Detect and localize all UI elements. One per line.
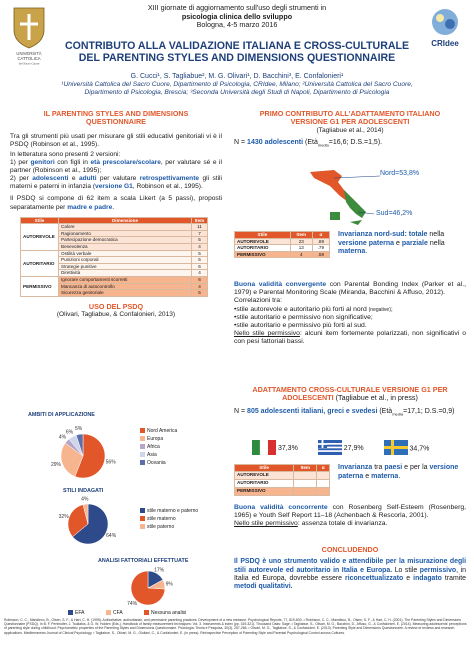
- legend-label: Africa: [147, 444, 160, 450]
- legend-swatch: [106, 610, 111, 615]
- table-row: [21, 277, 208, 284]
- authors-block: [10, 73, 464, 97]
- t2-head-alpha: α: [312, 232, 329, 239]
- pie-data-label: 4%: [81, 496, 89, 503]
- corr-2: •stile autoritario e permissivo non significative;: [234, 313, 373, 321]
- t2-stile: PERMISSIVO: [235, 251, 291, 258]
- c1-b: (negative): [368, 306, 391, 313]
- t3-alpha: [317, 471, 330, 479]
- map-sardinia: [330, 212, 340, 220]
- concl-g: indagato: [413, 575, 442, 582]
- invarianza-paesi: [338, 464, 466, 481]
- p3-c: .: [112, 203, 115, 211]
- v1-c: con figli in: [54, 159, 91, 167]
- version-1: [10, 159, 222, 175]
- table-cell-item: 5: [192, 290, 208, 297]
- inv2-e: versione paterna: [338, 464, 459, 480]
- v1-b: genitori: [30, 159, 55, 167]
- legend-swatch: [140, 452, 145, 457]
- legend-label: Asia: [147, 452, 157, 458]
- valid-a: Buona validità convergente: [234, 281, 327, 288]
- table-cell-item: 4: [192, 244, 208, 251]
- concl-h: tramite: [441, 575, 466, 582]
- table-cell-dimensione: Ostilità verbale: [59, 250, 192, 257]
- legend-swatch: [140, 428, 145, 433]
- t2-row: [235, 251, 330, 258]
- table-cell-item: 5: [192, 237, 208, 244]
- inv-h: .: [365, 248, 368, 256]
- validity-p: [234, 281, 466, 297]
- t2-head-stile: Stile: [235, 232, 291, 239]
- pie-stili: [28, 494, 218, 556]
- t3-stile: AUTOREVOLE: [235, 471, 294, 479]
- p3-a: Il PSDQ si compone di 62 item a scala Likert (a 5 passi), proposti separatamente per: [10, 195, 222, 211]
- n2-c: (Età: [377, 407, 393, 415]
- section-title-uso: USO DEL PSDQ: [88, 301, 144, 311]
- n-a: N =: [234, 138, 248, 146]
- map-south: [344, 190, 366, 218]
- t3-item: [294, 471, 317, 479]
- valid-b: con Parental Bonding Index (Parker et al., 1979) e Parental Monitoring Scale (Miranda, Bacchini & Affuso, 2012).: [234, 281, 466, 297]
- t2-item: 13: [290, 245, 312, 252]
- pie-data-label: 9%: [165, 581, 173, 588]
- table-cell-item: 7: [192, 230, 208, 237]
- inv-d: e: [394, 239, 402, 247]
- invarianza-ns: [338, 231, 466, 257]
- v2-b: adolescenti: [32, 175, 69, 183]
- pie-data-label: 6%: [65, 429, 74, 436]
- n2-a: N =: [234, 407, 248, 415]
- legend-label: stile paterno: [147, 524, 175, 530]
- perm-b: : alcuni item fortemente polarizzati, non significativi o con pesi fattoriali bassi.: [234, 330, 466, 346]
- concl-a: Il PSDQ è uno strumento valido e attendibile per la misurazione degli stili autorevole ed autoritario in Italia e Europa.: [234, 558, 466, 574]
- table-cell-item: 5: [192, 250, 208, 257]
- concl-d: , in Italia ed Europa, dovrebbe essere: [234, 566, 466, 582]
- chart2-title: STILI INDAGATI: [63, 488, 104, 494]
- table-cell-item: 6: [192, 263, 208, 270]
- italy-pct: 37,3%: [277, 445, 298, 453]
- t3-head-item: Item: [294, 465, 317, 472]
- concl-b: Lo stile: [392, 566, 420, 574]
- n2-sub: media: [392, 411, 404, 417]
- inv-g: materna: [338, 248, 366, 256]
- n2-d: =17,1; D.S.=0,9): [403, 407, 455, 415]
- cross-sub: (Tagliabue et al., in press): [333, 393, 418, 403]
- legend-swatch: [140, 444, 145, 449]
- v1-d: età prescolare/scolare: [90, 159, 161, 167]
- t3-item: [294, 487, 317, 495]
- t2-row: [235, 245, 330, 252]
- pie-analisi: [28, 564, 218, 618]
- pie-data-label: 74%: [127, 600, 138, 607]
- intro-text: [10, 133, 222, 212]
- validity-block: [234, 281, 466, 347]
- svg-text:CATTOLICA: CATTOLICA: [17, 56, 41, 61]
- table-cell-item: 6: [192, 277, 208, 284]
- legend-swatch: [140, 436, 145, 441]
- t3-row: [235, 479, 330, 487]
- t3-row: [235, 471, 330, 479]
- legend-label: Nessuna analisi: [151, 610, 187, 616]
- poster-header: [0, 0, 474, 100]
- legend-swatch: [144, 610, 149, 615]
- t2-alpha: .79: [312, 245, 329, 252]
- corr-heading: Correlazioni tra:: [234, 297, 282, 305]
- table-cell-dimensione: Ignorare comportamenti scorretti: [59, 277, 192, 284]
- corr-1: [234, 306, 466, 314]
- t3-stile: PERMISSIVO: [235, 487, 294, 495]
- inv2-d: e per la: [402, 464, 430, 471]
- greece-pct: 27,9%: [343, 445, 364, 453]
- sample-line: [234, 139, 466, 149]
- table-header-stile: Stile: [21, 217, 59, 224]
- section-title-primo: PRIMO CONTRIBUTO ALL'ADATTAMENTO ITALIANO VERSIONE G1 PER ADOLESCENTI: [259, 109, 441, 127]
- table-cell-stile: AUTORITARIO: [21, 250, 59, 276]
- legend-label: stile materno: [147, 516, 176, 522]
- section-title-cross: [234, 386, 466, 403]
- t2-row: [235, 238, 330, 245]
- pie-data-label: 29%: [50, 461, 61, 468]
- t2-alpha: .89: [312, 238, 329, 245]
- v2-d: adulti: [78, 175, 97, 183]
- n-sub: media: [317, 142, 329, 148]
- table-cell-dimensione: Strategie punitive: [59, 263, 192, 270]
- v2-a: 2) per: [10, 175, 33, 183]
- conc-valid-a: Buona validità concorrente: [234, 504, 328, 511]
- concl-i: metodi qualitativi.: [234, 583, 293, 591]
- t3-alpha: [317, 479, 330, 487]
- svg-text:CRIdee: CRIdee: [431, 39, 459, 48]
- references: Robinson, C. C., Mandleco, B., Olsen, S. F., & Hart, C. H. (1995). Authoritative, authoritarian, and permissive parenting practices: Development of a new measure. Psychological Reports, 77, 819-830. • Robinson, C. C., Mandleco, B., Olsen, S. F., & Hart, C. H. (2001). The Parenting Styles and Dimensions Questionnaire (PSDQ). In B. F. Perlmutter, J. Touliatos, & G. W. Holden (Eds.), Handbook of family measurement techniques: Vol. 3. Instruments & index (pp. 319-321). Thousand Oaks: Sage. • Tagliabue, S., Olivari, M. G., Bacchini, D., Affuso, G., & Confalonieri, E. (2014). Measuring adolescents' perceptions of parenting style during childhood: Psychometric properties of the Parenting Styles and Dimensions Questionnaire. Psicologia: Teoria e Pesquisa, 30(3), 257-266. • Olivari, M. G., Tagliabue, S., & Confalonieri, E. (2013). Parenting Style and Dimensions Questionnaire: A review of reviews and research applications. Mediterranean Journal of Clinical Psychology. • Tagliabue, S., Olivari, M. G., Giuliani, C., & Confalonieri, E. (in press). Retrospective Perception of Parenting Style and Parental Psychological Control across Cultures.: [4, 618, 467, 635]
- chart1-title: AMBITI DI APPLICAZIONE: [28, 412, 95, 418]
- table-cell-dimensione: Calore: [59, 224, 192, 231]
- table-header-dimensione: Dimensione: [59, 217, 192, 224]
- section-title-conclusion: CONCLUDENDO: [321, 545, 379, 554]
- v2-h: versione G1: [95, 183, 133, 191]
- t3-head-stile: Stile: [235, 465, 294, 472]
- title-line-2: DEL PARENTING STYLES AND DIMENSIONS QUESTIONNAIRE: [78, 52, 396, 64]
- t3-head-alpha: α: [317, 465, 330, 472]
- table-cell-dimensione: Punizioni corporali: [59, 257, 192, 264]
- chart-stili: [28, 488, 218, 561]
- t2-alpha: .58: [312, 251, 329, 258]
- inv2-f: e: [363, 472, 372, 480]
- poster-title: [20, 40, 454, 64]
- inv2-a: Invarianza: [338, 464, 373, 471]
- inv-b: nella: [427, 231, 445, 238]
- nord-label: Nord=53,8%: [380, 170, 420, 177]
- flags-row: [252, 440, 466, 457]
- table-cell-dimensione: Benevolenza: [59, 244, 192, 251]
- inv2-c: paesi: [384, 464, 403, 471]
- legend-swatch: [140, 460, 145, 465]
- legend-label: EFA: [75, 610, 85, 616]
- p3-b: madre e padre: [67, 203, 113, 211]
- t2-stile: AUTORITARIO: [235, 245, 291, 252]
- pie-data-label: 4%: [58, 434, 67, 441]
- cross-title: ADATTAMENTO CROSS-CULTURALE VERSIONE G1 PER ADOLESCENTI: [252, 385, 448, 403]
- t3-row: [235, 487, 330, 495]
- perm2-b: : assenza totale di invarianza.: [297, 520, 388, 528]
- legend-label: Oceania: [147, 460, 166, 466]
- table-cell-item: 4: [192, 270, 208, 277]
- n-c: (Età: [303, 138, 318, 146]
- legend-swatch: [68, 610, 73, 615]
- n-b: 1430 adolescenti: [247, 138, 304, 146]
- right-column: [234, 110, 466, 149]
- table-cell-dimensione: Partecipazione democratica: [59, 237, 192, 244]
- corr-3: •stile autoritario e permissivo più forti al sud.: [234, 322, 367, 330]
- legend-label: stile materno e paterno: [147, 508, 199, 514]
- sweden-pct: 34,7%: [409, 445, 430, 453]
- left-column: [10, 110, 222, 319]
- n-d: =16,6; D.S.=1,5).: [328, 138, 383, 146]
- conference-line-2: psicologia clinica dello sviluppo: [181, 11, 293, 21]
- conc-valid-p: [234, 504, 466, 520]
- section-sub-primo: (Tagliabue et al., 2014): [316, 126, 384, 134]
- map-sicily: [350, 220, 362, 225]
- table-cell-dimensione: Ragionamento: [59, 230, 192, 237]
- pie-data-label: 32%: [58, 514, 69, 521]
- affiliation-1: ¹Università Cattolica del Sacro Cuore, Dipartimento di Psicologia, CRIdee, Milano; ²Università Cattolica del Sacro Cuore,: [61, 81, 413, 88]
- table-header-item: Item: [192, 217, 208, 224]
- inv2-g: materna: [371, 472, 399, 480]
- pie-data-label: 56%: [105, 459, 116, 466]
- table-row: [21, 224, 208, 231]
- legend-label: Europa: [147, 436, 164, 442]
- v2-e: per valutare: [96, 175, 140, 183]
- legend-swatch: [140, 516, 145, 521]
- table-cell-item: 11: [192, 224, 208, 231]
- chart3-title: ANALISI FATTORIALI EFFETTUATE: [98, 558, 189, 564]
- perm2-a: Nello stile permissivo: [234, 520, 298, 528]
- section-cross: [234, 386, 466, 419]
- chart-analisi: [28, 558, 218, 623]
- table-cell-dimensione: Sicurezza genitoriale: [59, 290, 192, 297]
- conference-info: [60, 4, 414, 30]
- table-cell-stile: PERMISSIVO: [21, 277, 59, 297]
- table-cell-item: 5: [192, 257, 208, 264]
- sample-line-2: [234, 408, 466, 419]
- inv2-b: tra: [372, 464, 385, 471]
- v1-e: , per valutare sé e il partner (Robinson et al., 1995);: [10, 159, 222, 175]
- pie-data-label: 64%: [106, 532, 117, 539]
- table-cell-dimensione: Direttività: [59, 270, 192, 277]
- conc-valid-b: con Rosenberg Self-Esteem (Rosenberg, 1965) e Youth Self Report 11–18 (Achenbach & Rescorla, 2001).: [234, 504, 466, 520]
- t2-item: 23: [290, 238, 312, 245]
- section-title-psdq: IL PARENTING STYLES AND DIMENSIONS QUESTIONNAIRE: [43, 109, 189, 127]
- concl-e: riconcettualizzato: [345, 575, 404, 582]
- flag-sweden-icon: [384, 440, 408, 457]
- affiliation-2: Dipartimento di Psicologia, Brescia; ³Seconda Università degli Studi di Napoli, Dipartimento di Psicologia: [84, 89, 390, 96]
- legend-swatch: [140, 508, 145, 513]
- concl-f: e: [403, 575, 414, 582]
- svg-text:del Sacro Cuore: del Sacro Cuore: [18, 61, 40, 66]
- legend-label: Nord America: [147, 428, 178, 434]
- table-cell-dimensione: Mancanza di autocontrollo: [59, 283, 192, 290]
- t2-stile: AUTOREVOLE: [235, 238, 291, 245]
- pie-data-label: 17%: [154, 567, 165, 574]
- t3-stile: AUTORITARIO: [235, 479, 294, 487]
- conference-line-1: XIII giornate di aggiornamento sull'uso degli strumenti in: [147, 3, 327, 12]
- chart-ambiti: [28, 412, 218, 497]
- v2-f: retrospettivamente: [139, 175, 200, 183]
- conclusion-text: [234, 558, 466, 591]
- v2-g: gli stili materni e paterni in infanzia (: [10, 175, 222, 191]
- version-2: [10, 175, 222, 191]
- flag-italy-icon: [252, 440, 276, 457]
- flag-greece-icon: [318, 440, 342, 457]
- n2-b: 805 adolescenti italiani, greci e svedesi: [247, 407, 378, 415]
- t3-alpha: [317, 487, 330, 495]
- alpha-table-1: [234, 231, 330, 258]
- t2-head-item: Item: [290, 232, 312, 239]
- table-row: [21, 250, 208, 257]
- perm-note: [234, 330, 466, 346]
- t2-item: 4: [290, 251, 312, 258]
- v1-a: 1) per: [10, 159, 31, 167]
- legend-label: CFA: [113, 610, 123, 616]
- intro-p1: Tra gli strumenti più usati per misurare gli stili educativi genitoriali vi è il PSDQ (Robinson et al., 1995).: [10, 132, 222, 148]
- perm2-note: [234, 520, 466, 528]
- inv-a: Invarianza nord-sud: totale: [338, 231, 428, 238]
- title-line-1: CONTRIBUTO ALLA VALIDAZIONE ITALIANA E CROSS-CULTURALE: [64, 40, 410, 52]
- sud-label: Sud=46,2%: [376, 210, 413, 217]
- table-cell-item: 4: [192, 283, 208, 290]
- inv-f: nella: [427, 239, 445, 247]
- table-cell-stile: AUTOREVOLE: [21, 224, 59, 250]
- concl-c: permissivo: [419, 566, 457, 574]
- pie-data-label: 5%: [74, 426, 83, 433]
- v2-c: e: [68, 175, 79, 183]
- c1-a: •stile autorevole e autoritario più forti al nord: [234, 305, 369, 313]
- alpha-table-2: [234, 464, 330, 496]
- authors: G. Cucci¹, S. Tagliabue², M. G. Olivari¹, D. Bacchini³, E. Confalonieri¹: [130, 73, 344, 80]
- dimensions-table: [20, 217, 208, 297]
- c1-c: ;: [390, 305, 393, 313]
- legend-swatch: [140, 524, 145, 529]
- conference-line-3: Bologna, 4-5 marzo 2016: [196, 20, 278, 30]
- svg-text:UNIVERSITÀ: UNIVERSITÀ: [16, 51, 42, 56]
- concurrent-validity: [234, 504, 466, 529]
- intro-p2: In letteratura sono presenti 2 versioni:: [10, 151, 121, 158]
- inv-e: parziale: [401, 239, 428, 247]
- section-sub-uso: (Olivari, Tagliabue, & Confalonieri, 2013): [56, 311, 176, 319]
- pie-ambiti: [28, 418, 218, 492]
- inv-c: versione paterna: [338, 239, 395, 247]
- section-conclusion: [234, 546, 466, 592]
- intro-p3: [10, 195, 222, 211]
- v2-i: , Robinson et al., 1995).: [132, 183, 203, 191]
- perm-a: Nello stile permissivo: [234, 330, 300, 338]
- t3-item: [294, 479, 317, 487]
- inv2-h: .: [398, 472, 401, 480]
